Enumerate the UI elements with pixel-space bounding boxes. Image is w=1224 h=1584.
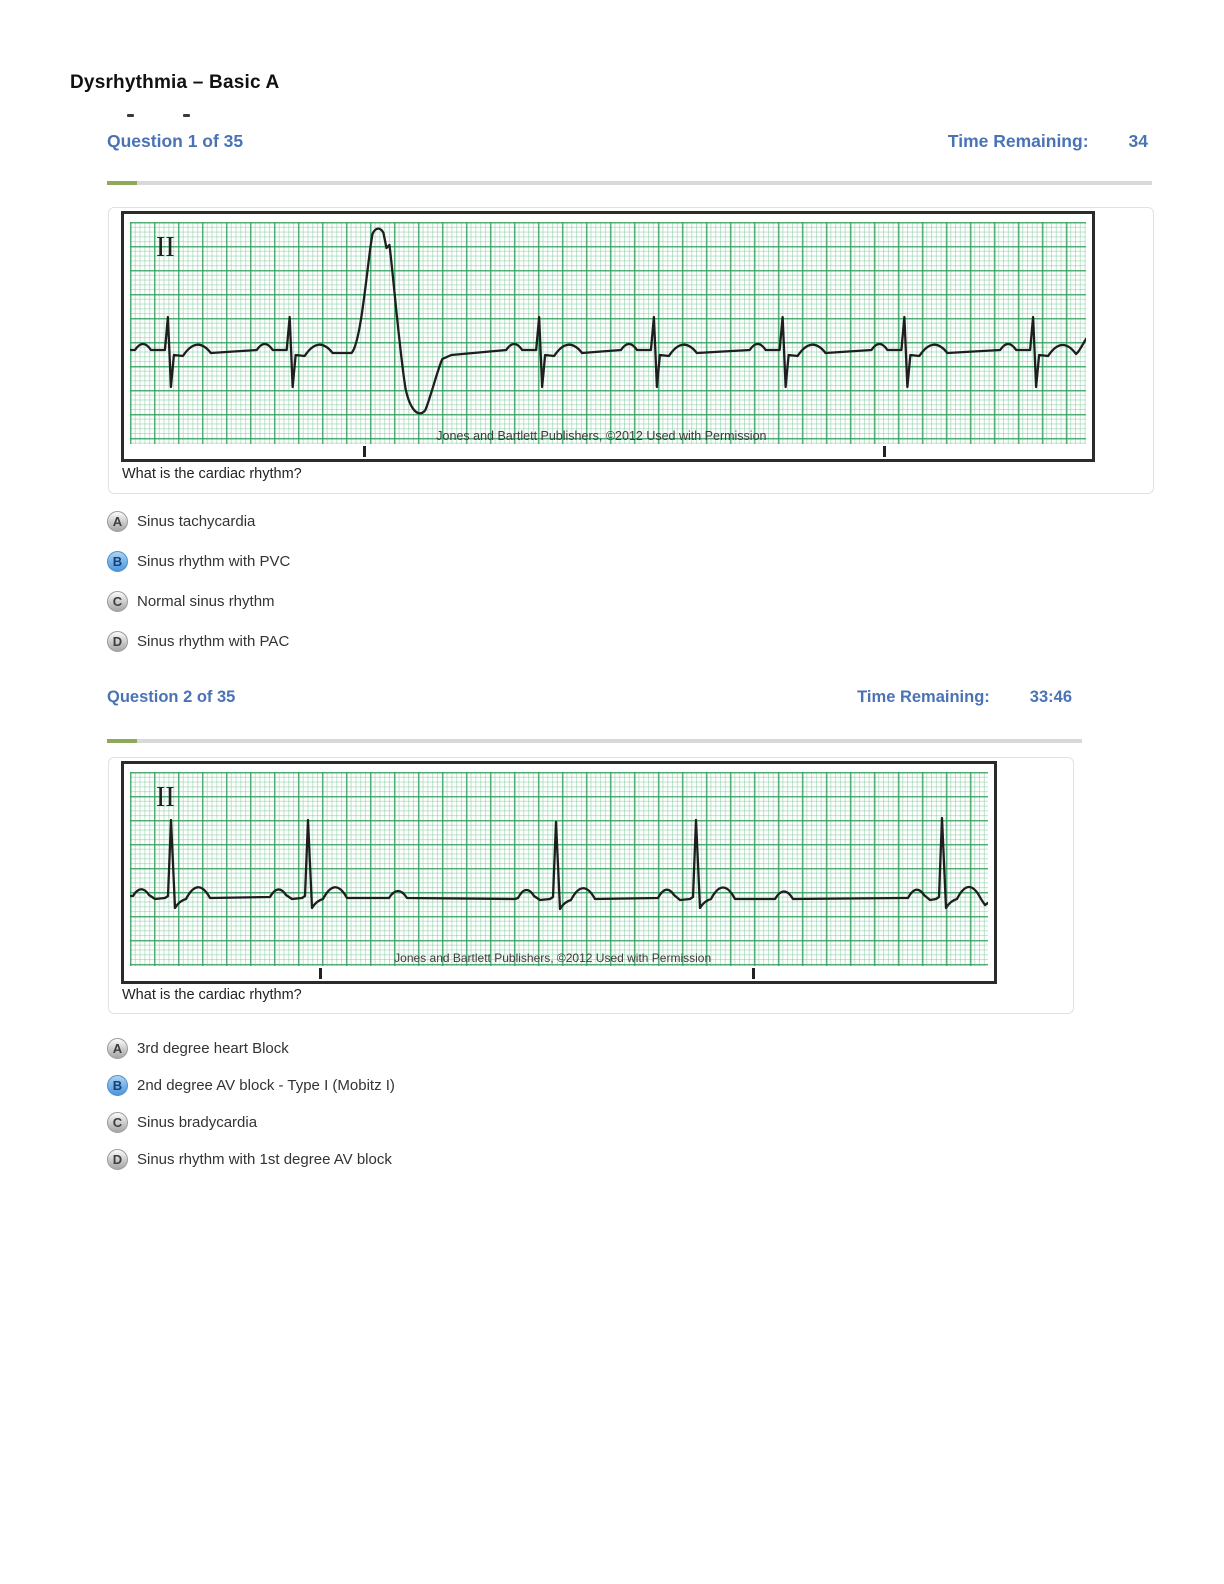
ecg-interval-tick — [883, 446, 886, 457]
question-1-options — [107, 511, 290, 652]
question-2-header — [107, 688, 1072, 707]
option-badge-c[interactable]: C — [107, 591, 128, 612]
divider-progress-segment — [107, 181, 137, 185]
ecg-lead-label: II — [156, 232, 175, 263]
divider-progress-segment — [107, 739, 137, 743]
document-title: Dysrhythmia – Basic A — [70, 72, 280, 93]
time-remaining-value: 34 — [1128, 131, 1148, 151]
option-badge-a[interactable]: A — [107, 511, 128, 532]
question-1-divider — [107, 181, 1152, 185]
option-badge-c[interactable]: C — [107, 1112, 128, 1133]
cropped-text-artifact — [183, 114, 190, 117]
question-2-divider — [107, 739, 1082, 743]
question-2-time-remaining — [857, 688, 1072, 707]
answer-option-a[interactable] — [107, 1038, 395, 1059]
time-remaining-label: Time Remaining: — [857, 688, 990, 706]
ecg-copyright-caption: Jones and Bartlett Publishers, ©2012 Used with Permission — [436, 429, 767, 443]
option-label-b: Sinus rhythm with PVC — [137, 553, 291, 570]
option-label-c: Normal sinus rhythm — [137, 593, 275, 610]
option-label-c: Sinus bradycardia — [137, 1114, 258, 1131]
option-label-b: 2nd degree AV block - Type I (Mobitz I) — [137, 1077, 395, 1094]
answer-option-b[interactable] — [107, 1075, 395, 1096]
question-1-number: Question 1 of 35 — [107, 131, 244, 151]
ecg-grid-paper — [130, 222, 1086, 444]
question-1-time-remaining — [948, 131, 1148, 152]
ecg-grid-paper — [130, 772, 988, 966]
ecg-trace — [130, 772, 988, 966]
option-label-a: 3rd degree heart Block — [137, 1040, 289, 1057]
ecg-interval-tick — [752, 968, 755, 979]
question-1-ecg-strip — [121, 211, 1095, 462]
cropped-text-artifact — [127, 114, 134, 117]
question-1-header — [107, 131, 1148, 152]
answer-option-b[interactable] — [107, 551, 290, 572]
answer-option-d[interactable] — [107, 1149, 395, 1170]
question-2-prompt: What is the cardiac rhythm? — [122, 987, 302, 1003]
option-badge-d[interactable]: D — [107, 1149, 128, 1170]
option-badge-b[interactable]: B — [107, 1075, 128, 1096]
answer-option-c[interactable] — [107, 591, 290, 612]
question-2-ecg-strip — [121, 761, 997, 984]
ecg-copyright-caption: Jones and Bartlett Publishers, ©2012 Used with Permission — [394, 951, 712, 965]
answer-option-d[interactable] — [107, 631, 290, 652]
question-2-options — [107, 1038, 395, 1170]
question-1-prompt: What is the cardiac rhythm? — [122, 466, 302, 482]
time-remaining-label: Time Remaining: — [947, 131, 1089, 151]
question-1-panel — [108, 207, 1154, 494]
ecg-strip-footer — [124, 966, 994, 981]
option-label-d: Sinus rhythm with 1st degree AV block — [137, 1151, 392, 1168]
option-badge-a[interactable]: A — [107, 1038, 128, 1059]
option-badge-b[interactable]: B — [107, 551, 128, 572]
ecg-lead-label: II — [156, 782, 175, 813]
ecg-trace — [130, 222, 1086, 444]
question-2-panel — [108, 757, 1074, 1014]
option-badge-d[interactable]: D — [107, 631, 128, 652]
ecg-strip-footer — [124, 444, 1092, 459]
answer-option-a[interactable] — [107, 511, 290, 532]
question-2-number: Question 2 of 35 — [107, 688, 236, 706]
time-remaining-value: 33:46 — [1029, 688, 1072, 706]
option-label-a: Sinus tachycardia — [137, 513, 256, 530]
ecg-interval-tick — [363, 446, 366, 457]
answer-option-c[interactable] — [107, 1112, 395, 1133]
ecg-interval-tick — [319, 968, 322, 979]
option-label-d: Sinus rhythm with PAC — [137, 633, 290, 650]
